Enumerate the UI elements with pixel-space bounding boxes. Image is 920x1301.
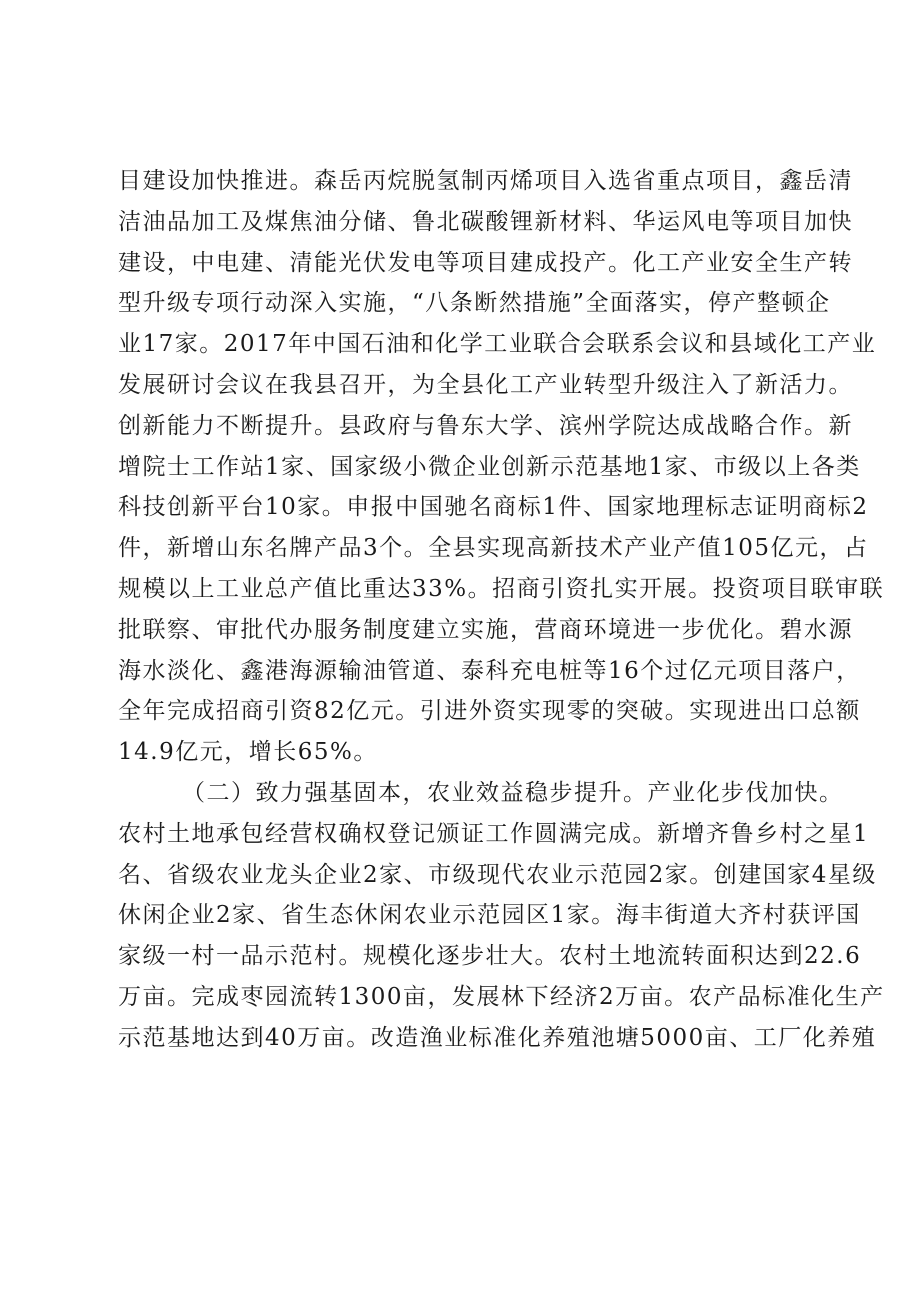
- text-line: 农村土地承包经营权确权登记颁证工作圆满完成。新增齐鲁乡村之星1: [118, 820, 870, 847]
- text-line: 万亩。完成枣园流转1300亩，发展林下经济2万亩。农产品标准化生产: [118, 983, 885, 1010]
- text-line: 批联察、审批代办服务制度建立实施，营商环境进一步优化。碧水源: [118, 616, 853, 643]
- text-line: 科技创新平台10家。申报中国驰名商标1件、国家地理标志证明商标2: [118, 494, 869, 521]
- text-line: 家级一村一品示范村。规模化逐步壮大。农村土地流转面积达到22.6: [118, 943, 862, 970]
- text-line: 增院士工作站1家、国家级小微企业创新示范基地1家、市级以上各类: [118, 453, 861, 480]
- text-line: 建设，中电建、清能光伏发电等项目建成投产。化工产业安全生产转: [118, 249, 853, 276]
- text-line: 洁油品加工及煤焦油分储、鲁北碳酸锂新材料、华运风电等项目加快: [118, 208, 853, 235]
- text-line: 创新能力不断提升。县政府与鲁东大学、滨州学院达成战略合作。新: [118, 412, 853, 439]
- text-line: 休闲企业2家、省生态休闲农业示范园区1家。海丰街道大齐村获评国: [118, 902, 861, 929]
- text-line: 业17家。2017年中国石油和化学工业联合会联系会议和县域化工产业: [118, 331, 877, 358]
- text-line: 型升级专项行动深入实施，“八条断然措施”全面落实，停产整顿企: [118, 290, 831, 317]
- text-line: 海水淡化、鑫港海源输油管道、泰科充电桩等16个过亿元项目落户，: [118, 657, 861, 684]
- text-line: 全年完成招商引资82亿元。引进外资实现零的突破。实现进出口总额: [118, 698, 861, 725]
- text-line: 示范基地达到40万亩。改造渔业标准化养殖池塘5000亩、工厂化养殖: [118, 1024, 877, 1051]
- text-line: 发展研讨会议在我县召开，为全县化工产业转型升级注入了新活力。: [118, 371, 853, 398]
- section-heading-line: （二）致力强基固本，农业效益稳步提升。产业化步伐加快。: [182, 779, 844, 806]
- text-line: 目建设加快推进。森岳丙烷脱氢制丙烯项目入选省重点项目，鑫岳清: [118, 168, 853, 194]
- text-line: 规模以上工业总产值比重达33%。招商引资扎实开展。投资项目联审联: [118, 575, 885, 602]
- text-line: 14.9亿元，增长65%。: [118, 739, 378, 766]
- text-line: 名、省级农业龙头企业2家、市级现代农业示范园2家。创建国家4星级: [118, 861, 877, 888]
- text-line: 件，新增山东名牌产品3个。全县实现高新技术产业产值105亿元，占: [118, 535, 869, 562]
- body-text: [118, 161, 885, 1059]
